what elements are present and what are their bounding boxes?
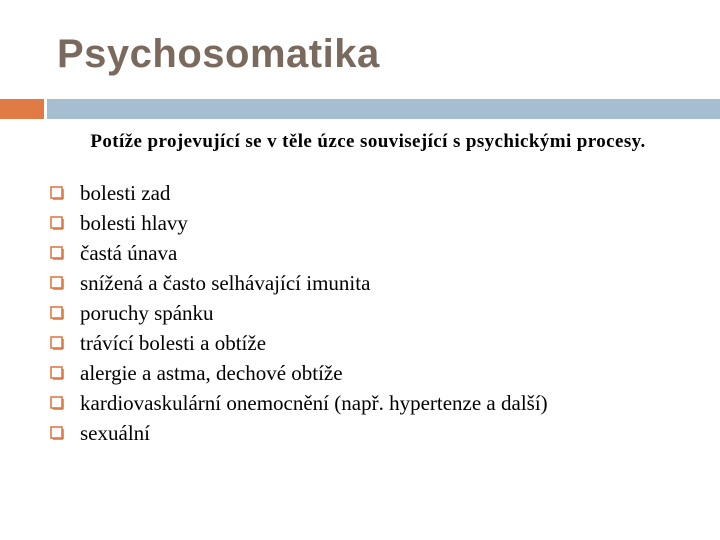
square-bullet-icon — [50, 388, 80, 418]
square-bullet-icon — [50, 238, 80, 268]
square-bullet-icon — [50, 208, 80, 238]
bullet-item — [50, 208, 548, 238]
bullet-text: trávící bolesti a obtíže — [80, 331, 267, 355]
bullet-text: snížená a často selhávající imunita — [80, 271, 371, 295]
bullet-item — [50, 358, 548, 388]
bullet-text: bolesti hlavy — [80, 211, 188, 235]
bullet-text: kardiovaskulární onemocnění (např. hypertenze a další) — [80, 391, 548, 415]
bullet-text: poruchy spánku — [80, 301, 214, 325]
bullet-item — [50, 418, 548, 448]
bullet-item — [50, 178, 548, 208]
intro-text: Potíže projevující se v těle úzce související s psychickými procesy. — [90, 131, 646, 152]
bullet-item — [50, 298, 548, 328]
bullet-item — [50, 268, 548, 298]
bullet-item — [50, 238, 548, 268]
square-bullet-icon — [50, 268, 80, 298]
bullet-list — [50, 178, 548, 448]
square-bullet-icon — [50, 418, 80, 448]
bullet-item — [50, 328, 548, 358]
square-bullet-icon — [50, 358, 80, 388]
square-bullet-icon — [50, 328, 80, 358]
bullet-text: sexuální — [80, 421, 150, 445]
accent-bar-blue — [47, 99, 720, 119]
bullet-text: bolesti zad — [80, 181, 171, 205]
accent-bar-orange — [0, 99, 44, 119]
bullet-text: alergie a astma, dechové obtíže — [80, 361, 343, 385]
bullet-item — [50, 388, 548, 418]
bullet-text: častá únava — [80, 241, 178, 265]
square-bullet-icon — [50, 298, 80, 328]
slide-title: Psychosomatika — [57, 32, 380, 76]
square-bullet-icon — [50, 178, 80, 208]
